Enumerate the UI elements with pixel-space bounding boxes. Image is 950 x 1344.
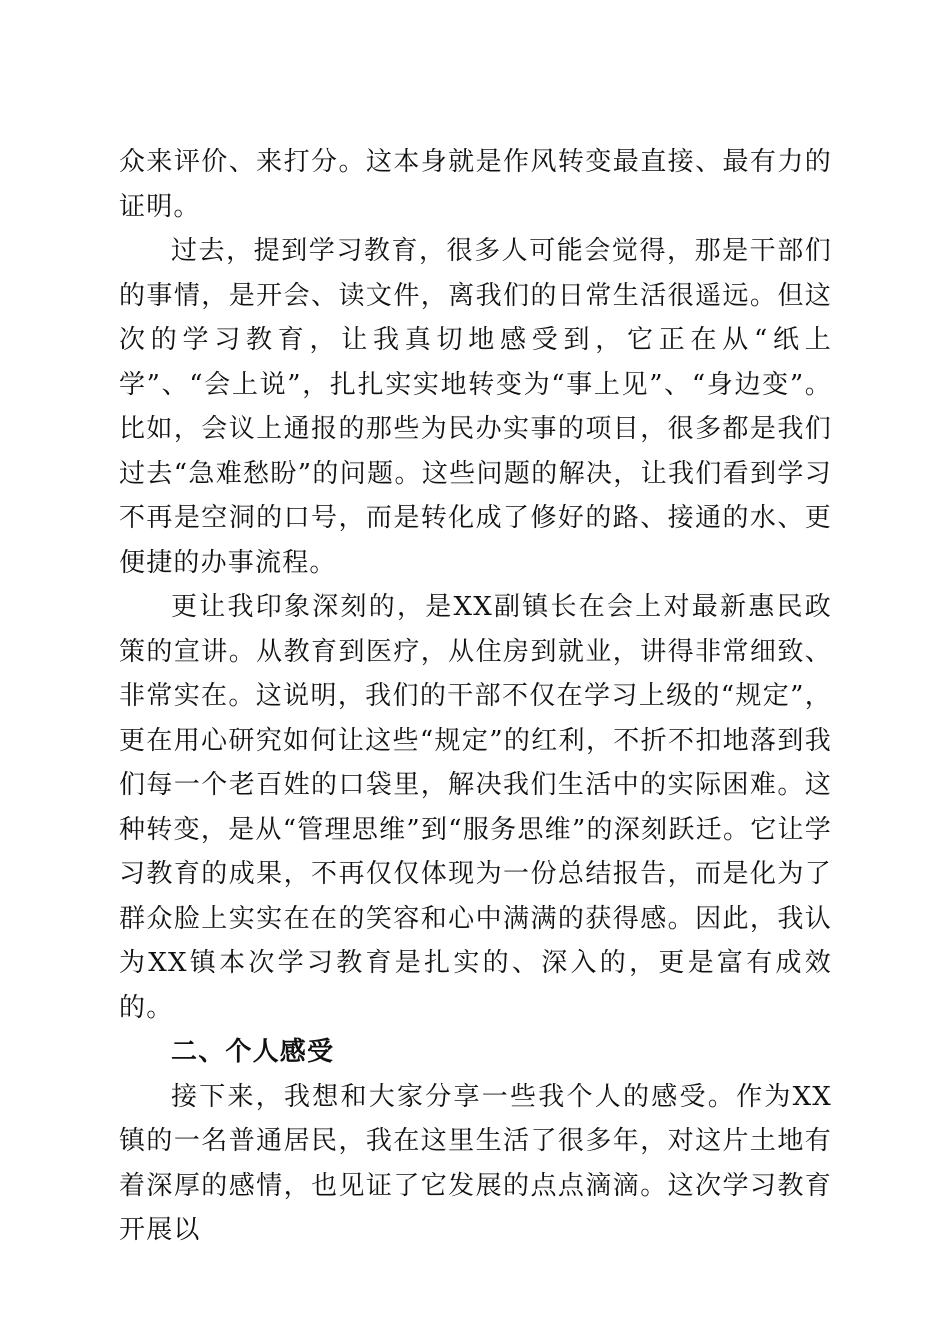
paragraph-policy-lecture: 更让我印象深刻的，是XX副镇长在会上对最新惠民政策的宣讲。从教育到医疗，从住房到就业，讲得非常细致、非常实在。这说明，我们的干部不仅在学习上级的“规定”，更在用心研究如何让这些“规定”的红利，不折不扣地落到我们每一个老百姓的口袋里，解决我们生活中的实际困难。这种转变，是从“管理思维”到“服务思维”的深刻跃迁。它让学习教育的成果，不再仅仅体现为一份总结报告，而是化为了群众脸上实实在在的笑容和心中满满的获得感。因此，我认为XX镇本次学习教育是扎实的、深入的，更是富有成效的。 (119, 592, 832, 1023)
paragraph-personal-feelings: 接下来，我想和大家分享一些我个人的感受。作为XX镇的一名普通居民，我在这里生活了很多年，对这片土地有着深厚的感情，也见证了它发展的点点滴滴。这次学习教育开展以 (119, 1081, 832, 1245)
paragraph-learning-education: 过去，提到学习教育，很多人可能会觉得，那是干部们的事情，是开会、读文件，离我们的日常生活很遥远。但这次的学习教育，让我真切地感受到，它正在从“纸上学”、“会上说”，扎扎实实地转变为“事上见”、“身边变”。比如，会议上通报的那些为民办实事的项目，很多都是我们过去“急难愁盼”的问题。这些问题的解决，让我们看到学习不再是空洞的口号，而是转化成了修好的路、接通的水、更便捷的办事流程。 (119, 236, 832, 578)
document-body (119, 140, 832, 1253)
section-heading: 二、个人感受 (171, 1037, 335, 1067)
paragraph-continued: 众来评价、来打分。这本身就是作风转变最直接、最有力的证明。 (119, 147, 832, 222)
